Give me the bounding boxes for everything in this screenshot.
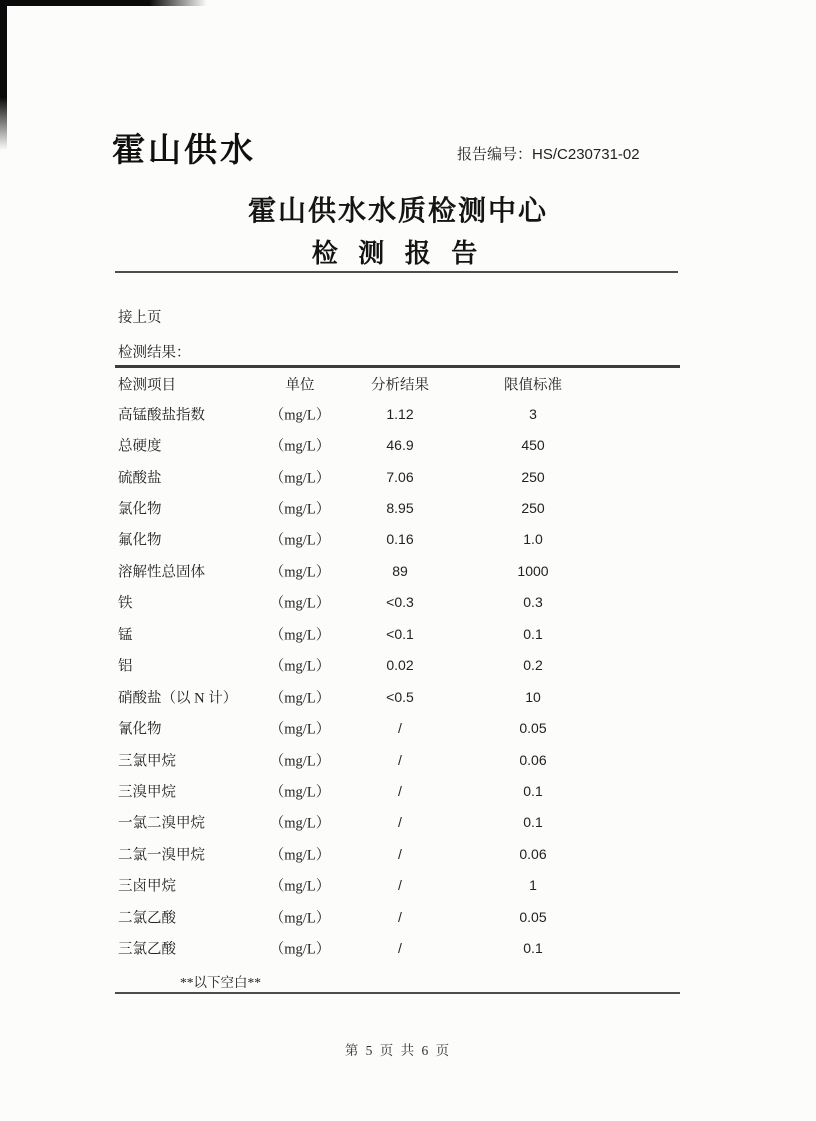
- result-cell: /: [398, 877, 402, 894]
- item-cell: 二氯乙酸: [118, 910, 176, 927]
- item-cell: 三卤甲烷: [118, 878, 176, 895]
- table-top-rule: [115, 365, 680, 368]
- unit-cell: （mg/L）: [269, 847, 331, 864]
- table-row: [115, 398, 680, 429]
- result-cell: <0.5: [386, 688, 414, 705]
- unit-cell: （mg/L）: [269, 438, 331, 455]
- unit-cell: （mg/L）: [269, 878, 331, 895]
- item-cell: 高锰酸盐指数: [118, 407, 205, 424]
- report-number-label: 报告编号：: [457, 147, 533, 163]
- result-cell: /: [398, 720, 402, 737]
- limit-cell: 0.1: [523, 814, 543, 831]
- unit-cell: （mg/L）: [269, 407, 331, 424]
- item-cell: 三溴甲烷: [118, 784, 176, 801]
- table-row: [115, 429, 680, 460]
- table-row: [115, 492, 680, 523]
- limit-cell: 3: [529, 405, 537, 422]
- result-cell: /: [398, 845, 402, 862]
- unit-cell: （mg/L）: [269, 627, 331, 644]
- limit-cell: 250: [521, 500, 545, 517]
- result-cell: /: [398, 940, 402, 957]
- table-row: [115, 712, 680, 743]
- unit-cell: （mg/L）: [269, 721, 331, 738]
- table-body: [115, 398, 680, 964]
- result-cell: 0.16: [386, 531, 414, 548]
- table-bottom-rule: [115, 992, 680, 994]
- item-cell: 二氯一溴甲烷: [118, 847, 205, 864]
- column-header-unit: 单位: [285, 377, 315, 393]
- result-cell: <0.3: [386, 594, 414, 611]
- continued-from-previous-page-label: 接上页: [118, 310, 162, 326]
- limit-cell: 0.2: [523, 657, 543, 674]
- blank-below-note: **以下空白**: [180, 975, 261, 990]
- item-cell: 氯化物: [118, 501, 162, 518]
- unit-cell: （mg/L）: [269, 910, 331, 927]
- result-cell: /: [398, 751, 402, 768]
- limit-cell: 0.1: [523, 782, 543, 799]
- table-row: [115, 587, 680, 618]
- scan-edge-artifact-top: [0, 0, 207, 6]
- table-row: [115, 555, 680, 586]
- item-cell: 锰: [118, 627, 133, 644]
- limit-cell: 1000: [517, 562, 549, 579]
- item-cell: 硝酸盐（以 N 计）: [118, 690, 238, 707]
- table-row: [115, 461, 680, 492]
- table-row: [115, 838, 680, 869]
- unit-cell: （mg/L）: [269, 658, 331, 675]
- result-cell: 8.95: [386, 500, 414, 517]
- column-header-result: 分析结果: [371, 377, 429, 393]
- table-row: [115, 932, 680, 963]
- table-row: [115, 901, 680, 932]
- results-table: [115, 369, 680, 964]
- unit-cell: （mg/L）: [269, 470, 331, 487]
- result-cell: 1.12: [386, 405, 414, 422]
- item-cell: 总硬度: [118, 438, 162, 455]
- unit-cell: （mg/L）: [269, 564, 331, 581]
- report-subtitle: 检 测 报 告: [311, 239, 485, 268]
- table-row: [115, 650, 680, 681]
- unit-cell: （mg/L）: [269, 941, 331, 958]
- column-header-limit: 限值标准: [504, 377, 562, 393]
- test-results-label: 检测结果：: [118, 345, 191, 361]
- item-cell: 硫酸盐: [118, 470, 162, 487]
- limit-cell: 0.1: [523, 625, 543, 642]
- result-cell: 89: [392, 562, 408, 579]
- company-logo: 霍山供水: [112, 133, 256, 169]
- report-number: [457, 143, 640, 164]
- table-row: [115, 524, 680, 555]
- unit-cell: （mg/L）: [269, 784, 331, 801]
- table-row: [115, 618, 680, 649]
- table-row: [115, 681, 680, 712]
- column-header-item: 检测项目: [118, 377, 176, 393]
- item-cell: 三氯甲烷: [118, 753, 176, 770]
- result-cell: <0.1: [386, 625, 414, 642]
- header-divider: [115, 271, 678, 273]
- unit-cell: （mg/L）: [269, 532, 331, 549]
- limit-cell: 0.06: [519, 845, 547, 862]
- unit-cell: （mg/L）: [269, 690, 331, 707]
- result-cell: /: [398, 814, 402, 831]
- report-number-value: HS/C230731-02: [532, 146, 640, 163]
- unit-cell: （mg/L）: [269, 595, 331, 612]
- table-row: [115, 870, 680, 901]
- item-cell: 三氯乙酸: [118, 941, 176, 958]
- limit-cell: 1: [529, 877, 537, 894]
- unit-cell: （mg/L）: [269, 815, 331, 832]
- limit-cell: 0.3: [523, 594, 543, 611]
- scan-edge-artifact-left: [0, 0, 7, 150]
- item-cell: 铁: [118, 595, 133, 612]
- result-cell: 46.9: [386, 437, 414, 454]
- item-cell: 铝: [118, 658, 133, 675]
- item-cell: 氰化物: [118, 721, 162, 738]
- limit-cell: 250: [521, 468, 545, 485]
- limit-cell: 10: [525, 688, 541, 705]
- report-title: 霍山供水水质检测中心: [247, 196, 548, 227]
- table-row: [115, 807, 680, 838]
- limit-cell: 0.05: [519, 908, 547, 925]
- item-cell: 氟化物: [118, 532, 162, 549]
- item-cell: 溶解性总固体: [118, 564, 205, 581]
- result-cell: /: [398, 782, 402, 799]
- limit-cell: 0.06: [519, 751, 547, 768]
- table-row: [115, 744, 680, 775]
- page-number: 第 5 页 共 6 页: [344, 1043, 452, 1058]
- limit-cell: 450: [521, 437, 545, 454]
- result-cell: 0.02: [386, 657, 414, 674]
- table-row: [115, 775, 680, 806]
- limit-cell: 0.05: [519, 720, 547, 737]
- unit-cell: （mg/L）: [269, 501, 331, 518]
- result-cell: 7.06: [386, 468, 414, 485]
- item-cell: 一氯二溴甲烷: [118, 815, 205, 832]
- limit-cell: 0.1: [523, 940, 543, 957]
- unit-cell: （mg/L）: [269, 753, 331, 770]
- result-cell: /: [398, 908, 402, 925]
- table-header-row: [115, 369, 680, 398]
- limit-cell: 1.0: [523, 531, 543, 548]
